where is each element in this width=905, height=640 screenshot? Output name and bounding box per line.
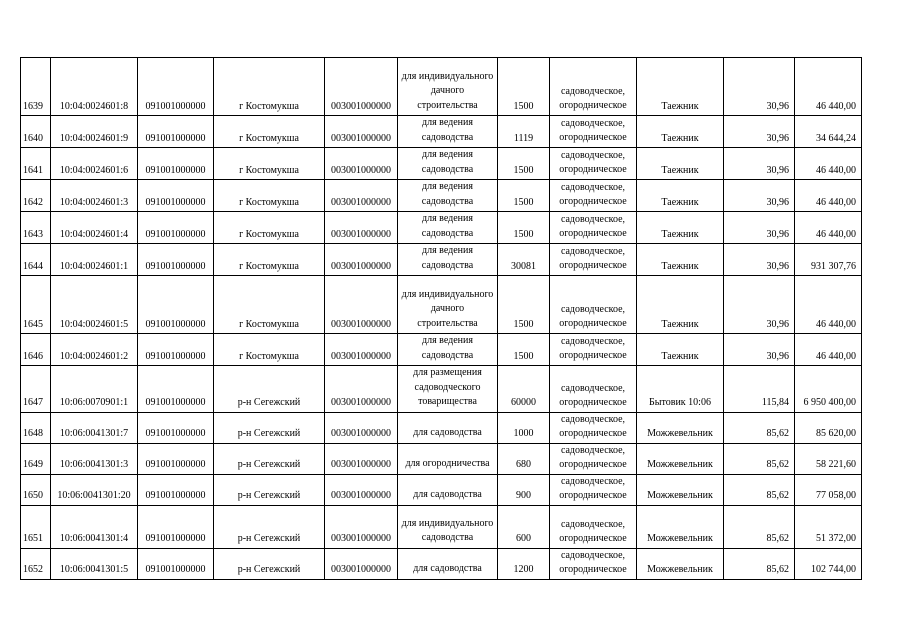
land-category-cell: садоводческое, огородническое [550,505,637,548]
permitted-use-cell: для индивидуального дачного строительства [398,58,498,116]
area-cell: 1200 [498,548,550,579]
table-row [21,116,862,148]
area-cell: 1500 [498,180,550,212]
cadastral-number-cell: 10:04:0024601:4 [51,212,138,244]
settlement-name-cell: Таежник [637,180,724,212]
settlement-name-cell: Таежник [637,244,724,276]
land-category-cell: садоводческое, огородническое [550,180,637,212]
okato-code-cell: 091001000000 [138,474,214,505]
land-category-cell: садоводческое, огородническое [550,244,637,276]
permitted-use-cell: для садоводства [398,474,498,505]
settlement-name-cell: Можжевельник [637,412,724,443]
cadastral-value-cell: 931 307,76 [795,244,862,276]
row-number-cell: 1644 [21,244,51,276]
cadastral-value-cell: 46 440,00 [795,212,862,244]
table-row [21,474,862,505]
land-category-cell: садоводческое, огородническое [550,548,637,579]
table-row [21,212,862,244]
specific-value-cell: 30,96 [724,276,795,334]
row-number-cell: 1652 [21,548,51,579]
location-cell: г Костомукша [214,58,325,116]
specific-value-cell: 30,96 [724,244,795,276]
area-cell: 1500 [498,212,550,244]
cadastral-value-cell: 46 440,00 [795,58,862,116]
classifier-code-cell: 003001000000 [325,244,398,276]
classifier-code-cell: 003001000000 [325,180,398,212]
location-cell: р-н Сегежский [214,548,325,579]
permitted-use-cell: для индивидуального дачного строительства [398,276,498,334]
okato-code-cell: 091001000000 [138,412,214,443]
specific-value-cell: 30,96 [724,58,795,116]
location-cell: г Костомукша [214,334,325,366]
permitted-use-cell: для размещения садоводческого товарищества [398,366,498,413]
area-cell: 1500 [498,334,550,366]
okato-code-cell: 091001000000 [138,334,214,366]
location-cell: р-н Сегежский [214,474,325,505]
area-cell: 60000 [498,366,550,413]
land-category-cell: садоводческое, огородническое [550,334,637,366]
okato-code-cell: 091001000000 [138,366,214,413]
table-row [21,443,862,474]
classifier-code-cell: 003001000000 [325,212,398,244]
cadastral-number-cell: 10:06:0070901:1 [51,366,138,413]
classifier-code-cell: 003001000000 [325,334,398,366]
table-row [21,276,862,334]
cadastral-number-cell: 10:04:0024601:9 [51,116,138,148]
cadastral-number-cell: 10:04:0024601:8 [51,58,138,116]
cadastral-value-cell: 102 744,00 [795,548,862,579]
classifier-code-cell: 003001000000 [325,474,398,505]
okato-code-cell: 091001000000 [138,58,214,116]
table-row [21,180,862,212]
cadastral-value-cell: 46 440,00 [795,276,862,334]
land-category-cell: садоводческое, огородническое [550,276,637,334]
table-row [21,548,862,579]
location-cell: р-н Сегежский [214,505,325,548]
cadastral-number-cell: 10:06:0041301:5 [51,548,138,579]
area-cell: 900 [498,474,550,505]
land-category-cell: садоводческое, огородническое [550,212,637,244]
area-cell: 1500 [498,276,550,334]
cadastral-value-cell: 46 440,00 [795,334,862,366]
table-row [21,412,862,443]
permitted-use-cell: для садоводства [398,548,498,579]
cadastral-value-cell: 46 440,00 [795,180,862,212]
area-cell: 680 [498,443,550,474]
okato-code-cell: 091001000000 [138,116,214,148]
classifier-code-cell: 003001000000 [325,366,398,413]
location-cell: г Костомукша [214,212,325,244]
cadastral-value-cell: 6 950 400,00 [795,366,862,413]
cadastral-number-cell: 10:04:0024601:6 [51,148,138,180]
specific-value-cell: 30,96 [724,180,795,212]
table-body [21,58,862,580]
location-cell: р-н Сегежский [214,443,325,474]
area-cell: 1000 [498,412,550,443]
location-cell: р-н Сегежский [214,412,325,443]
okato-code-cell: 091001000000 [138,212,214,244]
permitted-use-cell: для ведения садоводства [398,116,498,148]
row-number-cell: 1645 [21,276,51,334]
specific-value-cell: 30,96 [724,148,795,180]
classifier-code-cell: 003001000000 [325,116,398,148]
row-number-cell: 1647 [21,366,51,413]
row-number-cell: 1648 [21,412,51,443]
land-category-cell: садоводческое, огородническое [550,366,637,413]
okato-code-cell: 091001000000 [138,244,214,276]
permitted-use-cell: для ведения садоводства [398,334,498,366]
area-cell: 30081 [498,244,550,276]
settlement-name-cell: Таежник [637,212,724,244]
cadastral-value-cell: 77 058,00 [795,474,862,505]
cadastral-number-cell: 10:06:0041301:3 [51,443,138,474]
land-category-cell: садоводческое, огородническое [550,412,637,443]
permitted-use-cell: для ведения садоводства [398,212,498,244]
settlement-name-cell: Бытовик 10:06 [637,366,724,413]
location-cell: р-н Сегежский [214,366,325,413]
specific-value-cell: 85,62 [724,443,795,474]
cadastral-value-cell: 58 221,60 [795,443,862,474]
row-number-cell: 1642 [21,180,51,212]
settlement-name-cell: Таежник [637,276,724,334]
row-number-cell: 1639 [21,58,51,116]
cadastral-number-cell: 10:04:0024601:5 [51,276,138,334]
classifier-code-cell: 003001000000 [325,443,398,474]
area-cell: 600 [498,505,550,548]
specific-value-cell: 85,62 [724,412,795,443]
land-category-cell: садоводческое, огородническое [550,58,637,116]
okato-code-cell: 091001000000 [138,180,214,212]
row-number-cell: 1651 [21,505,51,548]
specific-value-cell: 30,96 [724,212,795,244]
classifier-code-cell: 003001000000 [325,505,398,548]
okato-code-cell: 091001000000 [138,148,214,180]
specific-value-cell: 85,62 [724,474,795,505]
settlement-name-cell: Можжевельник [637,505,724,548]
permitted-use-cell: для ведения садоводства [398,148,498,180]
classifier-code-cell: 003001000000 [325,548,398,579]
okato-code-cell: 091001000000 [138,505,214,548]
cadastral-number-cell: 10:06:0041301:20 [51,474,138,505]
table-row [21,334,862,366]
table-row [21,505,862,548]
location-cell: г Костомукша [214,244,325,276]
table-row [21,244,862,276]
settlement-name-cell: Таежник [637,334,724,366]
specific-value-cell: 30,96 [724,116,795,148]
land-category-cell: садоводческое, огородническое [550,148,637,180]
permitted-use-cell: для ведения садоводства [398,180,498,212]
area-cell: 1500 [498,148,550,180]
settlement-name-cell: Таежник [637,58,724,116]
okato-code-cell: 091001000000 [138,443,214,474]
specific-value-cell: 85,62 [724,505,795,548]
permitted-use-cell: для садоводства [398,412,498,443]
classifier-code-cell: 003001000000 [325,58,398,116]
row-number-cell: 1650 [21,474,51,505]
permitted-use-cell: для индивидуального садоводства [398,505,498,548]
location-cell: г Костомукша [214,276,325,334]
classifier-code-cell: 003001000000 [325,148,398,180]
land-category-cell: садоводческое, огородническое [550,443,637,474]
settlement-name-cell: Таежник [637,116,724,148]
cadastral-value-cell: 46 440,00 [795,148,862,180]
settlement-name-cell: Можжевельник [637,548,724,579]
table-row [21,148,862,180]
specific-value-cell: 115,84 [724,366,795,413]
permitted-use-cell: для огородничества [398,443,498,474]
classifier-code-cell: 003001000000 [325,412,398,443]
location-cell: г Костомукша [214,148,325,180]
cadastral-number-cell: 10:06:0041301:7 [51,412,138,443]
permitted-use-cell: для ведения садоводства [398,244,498,276]
classifier-code-cell: 003001000000 [325,276,398,334]
settlement-name-cell: Таежник [637,148,724,180]
settlement-name-cell: Можжевельник [637,443,724,474]
table-row [21,58,862,116]
land-category-cell: садоводческое, огородническое [550,116,637,148]
okato-code-cell: 091001000000 [138,548,214,579]
specific-value-cell: 30,96 [724,334,795,366]
location-cell: г Костомукша [214,116,325,148]
row-number-cell: 1646 [21,334,51,366]
cadastral-value-cell: 51 372,00 [795,505,862,548]
cadastral-number-cell: 10:04:0024601:1 [51,244,138,276]
land-category-cell: садоводческое, огородническое [550,474,637,505]
specific-value-cell: 85,62 [724,548,795,579]
row-number-cell: 1641 [21,148,51,180]
land-registry-table [20,57,862,580]
area-cell: 1500 [498,58,550,116]
cadastral-number-cell: 10:04:0024601:3 [51,180,138,212]
okato-code-cell: 091001000000 [138,276,214,334]
row-number-cell: 1649 [21,443,51,474]
table-row [21,366,862,413]
settlement-name-cell: Можжевельник [637,474,724,505]
row-number-cell: 1640 [21,116,51,148]
location-cell: г Костомукша [214,180,325,212]
cadastral-value-cell: 85 620,00 [795,412,862,443]
row-number-cell: 1643 [21,212,51,244]
cadastral-value-cell: 34 644,24 [795,116,862,148]
cadastral-number-cell: 10:06:0041301:4 [51,505,138,548]
cadastral-number-cell: 10:04:0024601:2 [51,334,138,366]
area-cell: 1119 [498,116,550,148]
